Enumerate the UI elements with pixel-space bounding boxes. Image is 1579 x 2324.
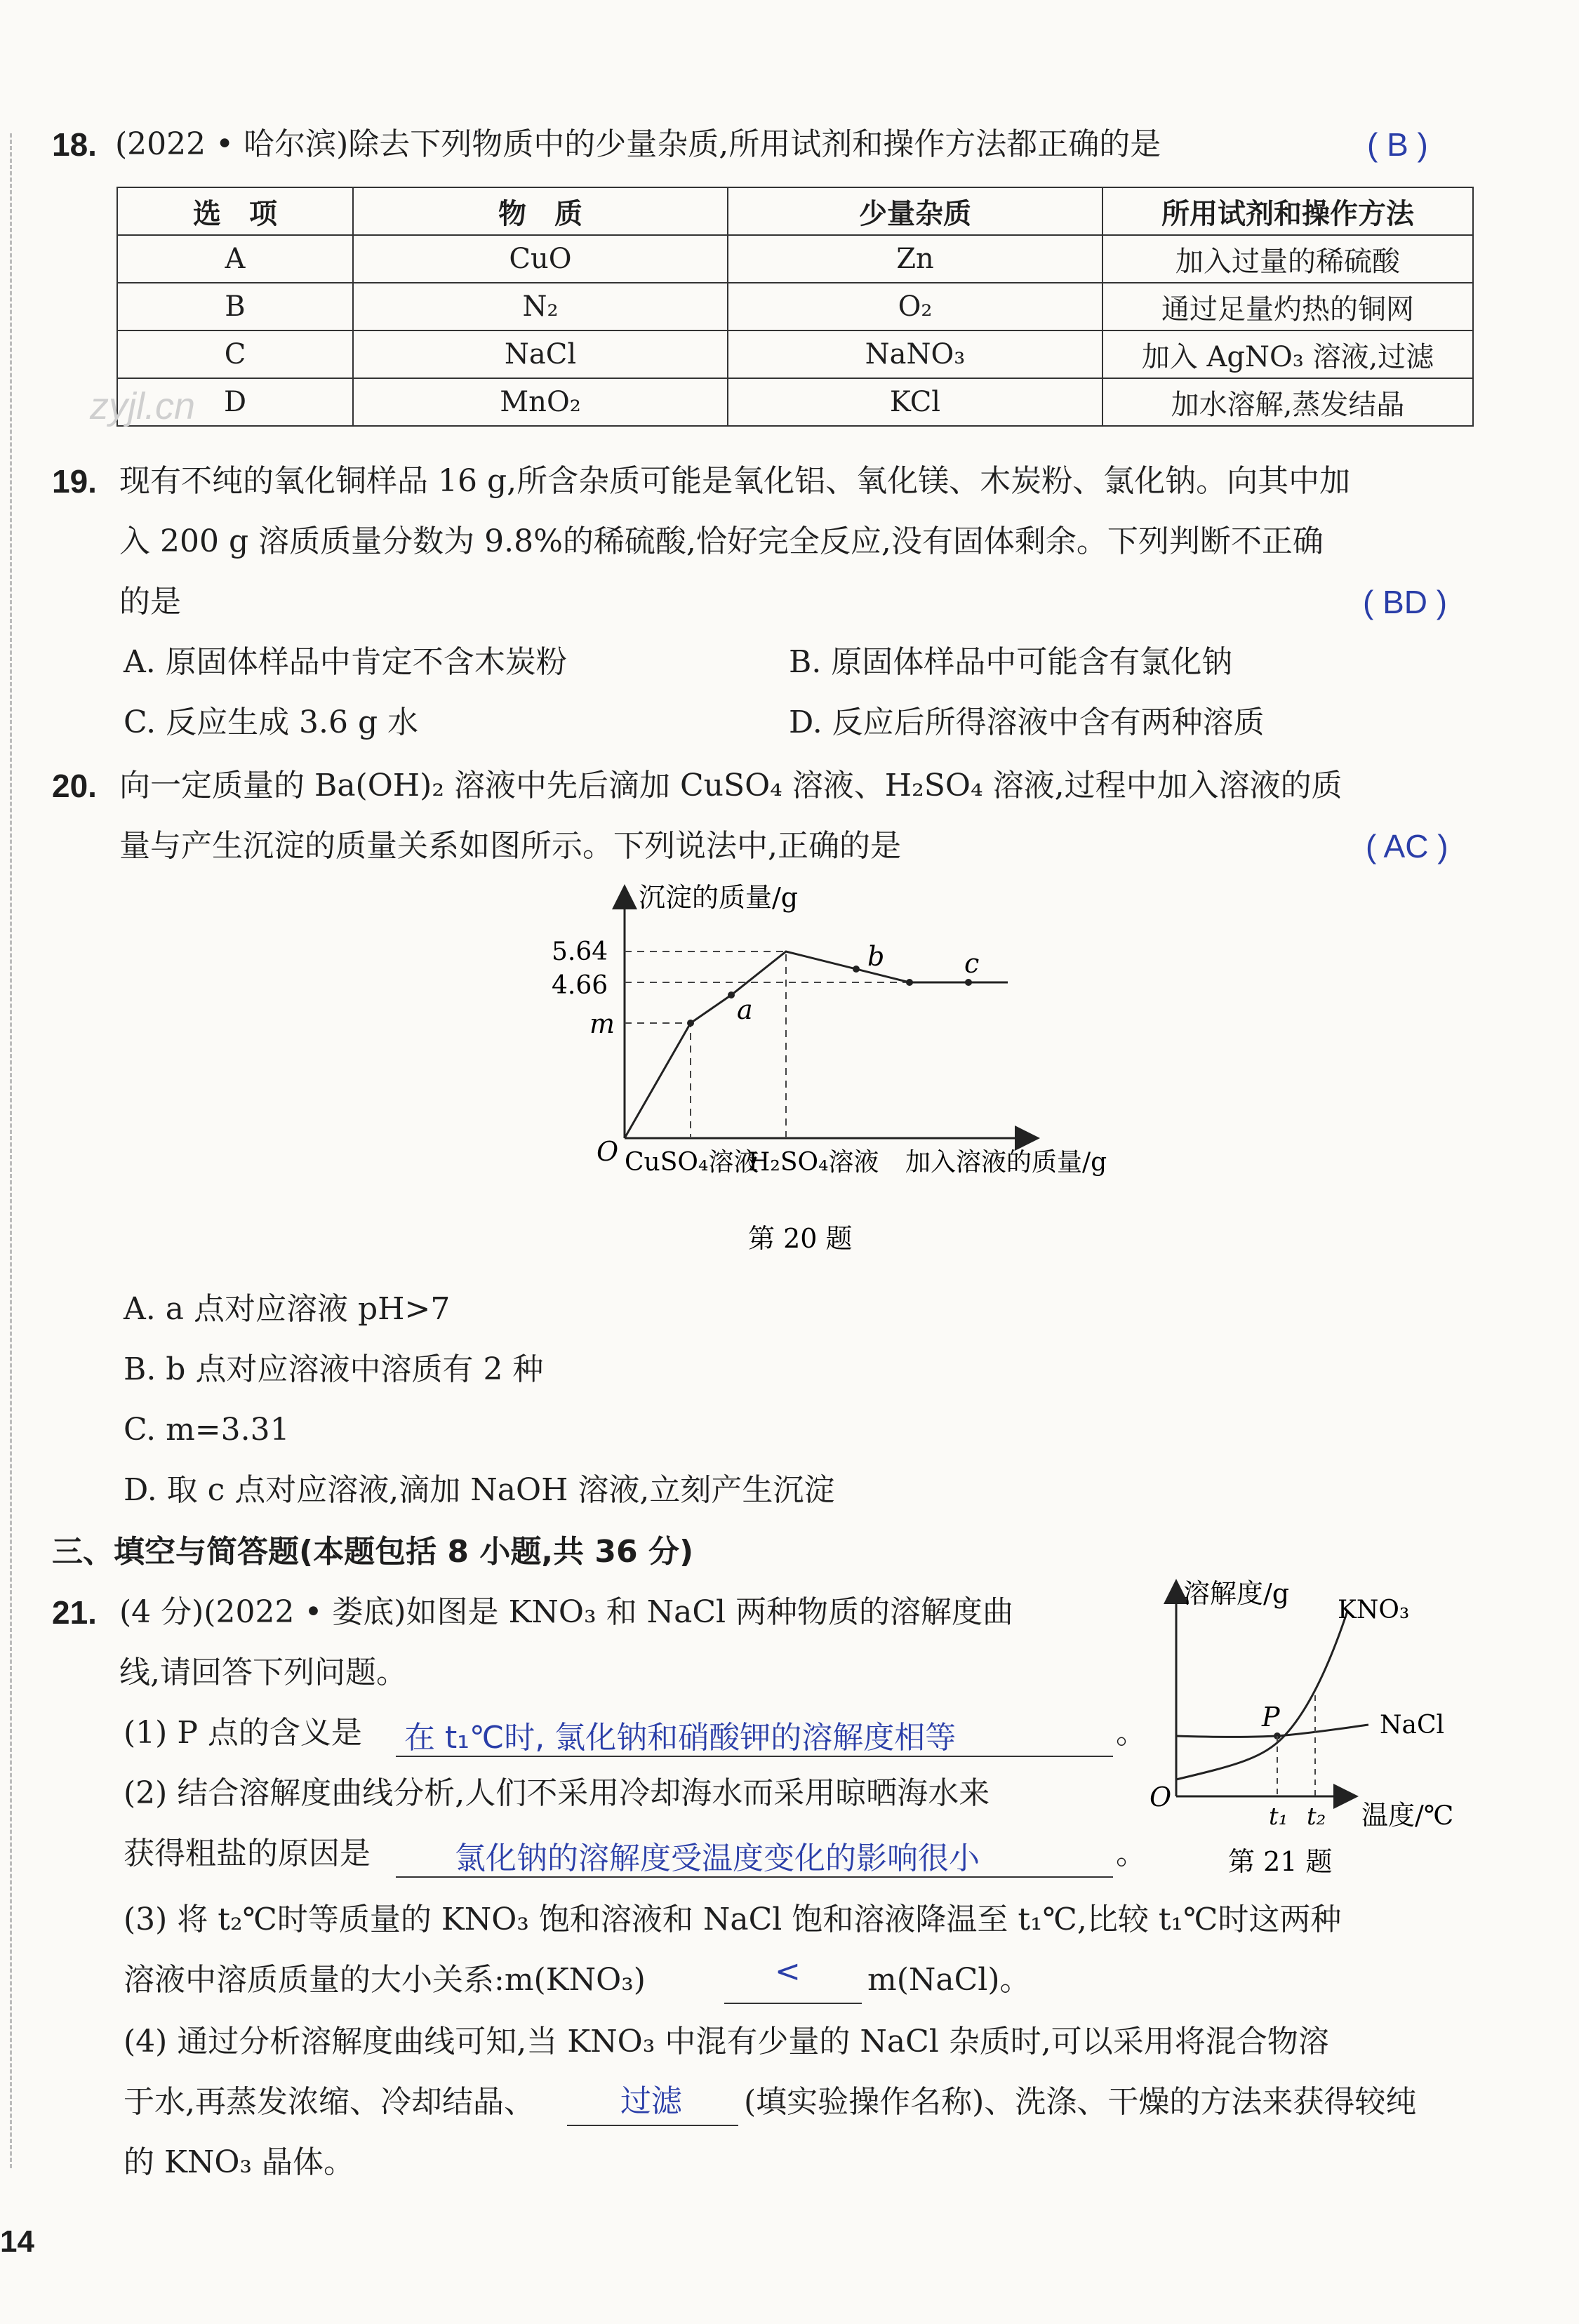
table-header: 物 质: [353, 187, 728, 235]
table-row: [117, 378, 1473, 426]
q20-option-a: A. a 点对应溶液 pH>7: [124, 1291, 451, 1327]
point: [906, 979, 913, 986]
table-cell: NaNO₃: [728, 330, 1102, 378]
point: [687, 1020, 694, 1027]
q20-line1: 向一定质量的 Ba(OH)₂ 溶液中先后滴加 CuSO₄ 溶液、H₂SO₄ 溶液,过程中加入溶液的质: [119, 768, 1343, 803]
table-cell: KCl: [728, 378, 1102, 426]
table-header-row: [117, 187, 1473, 235]
table-cell: 加入 AgNO₃ 溶液,过滤: [1102, 330, 1473, 378]
q21-line1: (4 分)(2022 • 娄底)如图是 KNO₃ 和 NaCl 两种物质的溶解度曲: [119, 1594, 1014, 1630]
q21-p2-period: 。: [1116, 1836, 1147, 1871]
origin-label: O: [597, 1136, 619, 1167]
q19-line3: 的是: [119, 584, 181, 620]
q18-options-table: [116, 187, 1474, 427]
q21-p2-blank: [396, 1833, 1113, 1878]
table-cell: Zn: [728, 235, 1102, 283]
point-a: [728, 991, 735, 999]
table-cell: MnO₂: [353, 378, 728, 426]
x-segment-label: H₂SO₄溶液: [748, 1148, 879, 1177]
table-cell: 通过足量灼热的铜网: [1102, 283, 1473, 330]
q19-answer: ( BD ): [1363, 584, 1448, 620]
q21-p4-line1: (4) 通过分析溶解度曲线可知,当 KNO₃ 中混有少量的 NaCl 杂质时,可以采用将混合物溶: [124, 2024, 1329, 2059]
q21-line2: 线,请回答下列问题。: [119, 1655, 407, 1690]
point-label-b: b: [867, 941, 885, 972]
q19-option-b: B. 原固体样品中可能含有氯化钠: [789, 644, 1233, 680]
table-cell: C: [117, 330, 353, 378]
table-cell: D: [117, 378, 353, 426]
q20-caption: 第 20 题: [748, 1223, 853, 1254]
q21-p3-blank: [724, 1954, 862, 2004]
table-cell: A: [117, 235, 353, 283]
q21-p4-line3: 的 KNO₃ 晶体。: [124, 2144, 355, 2180]
q20-number: 20.: [52, 768, 97, 804]
q21-p2-line1: (2) 结合溶解度曲线分析,人们不采用冷却海水而采用晾晒海水来: [124, 1775, 990, 1811]
q21-p1-text: (1) P 点的含义是: [124, 1715, 362, 1751]
table-cell: 加水溶解,蒸发结晶: [1102, 378, 1473, 426]
q19-line1: 现有不纯的氧化铜样品 16 g,所含杂质可能是氧化铝、氧化镁、木炭粉、氯化钠。向其中加: [119, 463, 1351, 499]
y-tick-label: 5.64: [552, 937, 608, 966]
q21-p4-answer: 过滤: [620, 2083, 682, 2119]
q21-p3-line1: (3) 将 t₂℃时等质量的 KNO₃ 饱和溶液和 NaCl 饱和溶液降温至 t₁℃,比较 t₁℃时这两种: [124, 1902, 1342, 1937]
q18-answer: ( B ): [1367, 126, 1428, 163]
q21-p4-blank: [567, 2081, 738, 2126]
q21-p3-text1: 溶液中溶质质量的大小关系:m(KNO₃): [124, 1962, 646, 1998]
table-row: [117, 235, 1473, 283]
series-label-kno3: KNO₃: [1338, 1596, 1410, 1624]
x-segment-label: CuSO₄溶液: [625, 1148, 759, 1177]
watermark: zyjl.cn: [90, 385, 196, 427]
q20-answer: ( AC ): [1366, 828, 1448, 864]
q20-xlabel: 加入溶液的质量/g: [905, 1148, 1107, 1177]
q21-ylabel: 溶解度/g: [1183, 1578, 1290, 1609]
q21-number: 21.: [52, 1594, 97, 1631]
table-cell: CuO: [353, 235, 728, 283]
q20-ylabel: 沉淀的质量/g: [639, 882, 799, 913]
q21-p1-period: 。: [1116, 1715, 1147, 1751]
section-heading: 三、填空与简答题(本题包括 8 小题,共 36 分): [52, 1534, 694, 1570]
origin-label: O: [1150, 1782, 1172, 1812]
table-row: [117, 283, 1473, 330]
point-label-c: c: [964, 948, 980, 979]
q20-option-d: D. 取 c 点对应溶液,滴加 NaOH 溶液,立刻产生沉淀: [124, 1472, 835, 1508]
sediment-curve: [625, 951, 1008, 1138]
kno3-curve: [1176, 1611, 1347, 1779]
q21-p1-answer: 在 t₁℃时, 氯化钠和硝酸钾的溶解度相等: [404, 1720, 957, 1756]
table-header: 所用试剂和操作方法: [1102, 187, 1473, 235]
q18-stem: (2022 • 哈尔滨)除去下列物质中的少量杂质,所用试剂和操作方法都正确的是: [115, 126, 1161, 162]
x-tick-label: t₂: [1307, 1803, 1326, 1831]
table-cell: 加入过量的稀硫酸: [1102, 235, 1473, 283]
table-cell: B: [117, 283, 353, 330]
q20-chart: [540, 870, 1107, 1263]
q20-option-b: B. b 点对应溶液中溶质有 2 种: [124, 1351, 544, 1387]
q21-p2-answer: 氯化钠的溶解度受温度变化的影响很小: [455, 1841, 980, 1876]
point-label-a: a: [737, 994, 753, 1025]
point-label-p: P: [1262, 1702, 1280, 1732]
q21-caption: 第 21 题: [1228, 1846, 1333, 1877]
y-tick-label: 4.66: [552, 971, 608, 1000]
y-tick-label: m: [589, 1008, 615, 1039]
q21-p3-answer: <: [775, 1954, 801, 1989]
q20-option-c: C. m=3.31: [124, 1412, 290, 1448]
q21-p4-text1: 于水,再蒸发浓缩、冷却结晶、: [124, 2084, 535, 2120]
table-cell: O₂: [728, 283, 1102, 330]
q21-p1-blank: [396, 1712, 1113, 1757]
table-header: 选 项: [117, 187, 353, 235]
q21-p3-text2: m(NaCl)。: [867, 1962, 1031, 1998]
q19-line2: 入 200 g 溶质质量分数为 9.8%的稀硫酸,恰好完全反应,没有固体剩余。下列判断不正确: [119, 523, 1324, 559]
q18-number: 18.: [52, 126, 97, 163]
series-label-nacl: NaCl: [1380, 1711, 1445, 1739]
q21-p4-text2: (填实验操作名称)、洗涤、干燥的方法来获得较纯: [744, 2084, 1417, 2120]
q19-option-a: A. 原固体样品中肯定不含木炭粉: [124, 644, 567, 680]
q21-xlabel: 温度/℃: [1361, 1800, 1454, 1831]
q19-number: 19.: [52, 463, 97, 500]
q21-p2-text: 获得粗盐的原因是: [124, 1836, 371, 1871]
q19-option-c: C. 反应生成 3.6 g 水: [124, 704, 419, 740]
table-header: 少量杂质: [728, 187, 1102, 235]
guide-dash: [625, 951, 786, 1138]
x-tick-label: t₁: [1269, 1803, 1288, 1831]
q21-chart: [1137, 1569, 1502, 1878]
point-c: [965, 979, 972, 986]
margin-dashed-line: [10, 133, 12, 2168]
table-cell: N₂: [353, 283, 728, 330]
q19-option-d: D. 反应后所得溶液中含有两种溶质: [789, 704, 1265, 740]
table-cell: NaCl: [353, 330, 728, 378]
q20-line2: 量与产生沉淀的质量关系如图所示。下列说法中,正确的是: [119, 828, 901, 864]
table-row: [117, 330, 1473, 378]
page-number: 14: [0, 2224, 34, 2259]
point-b: [853, 966, 860, 973]
